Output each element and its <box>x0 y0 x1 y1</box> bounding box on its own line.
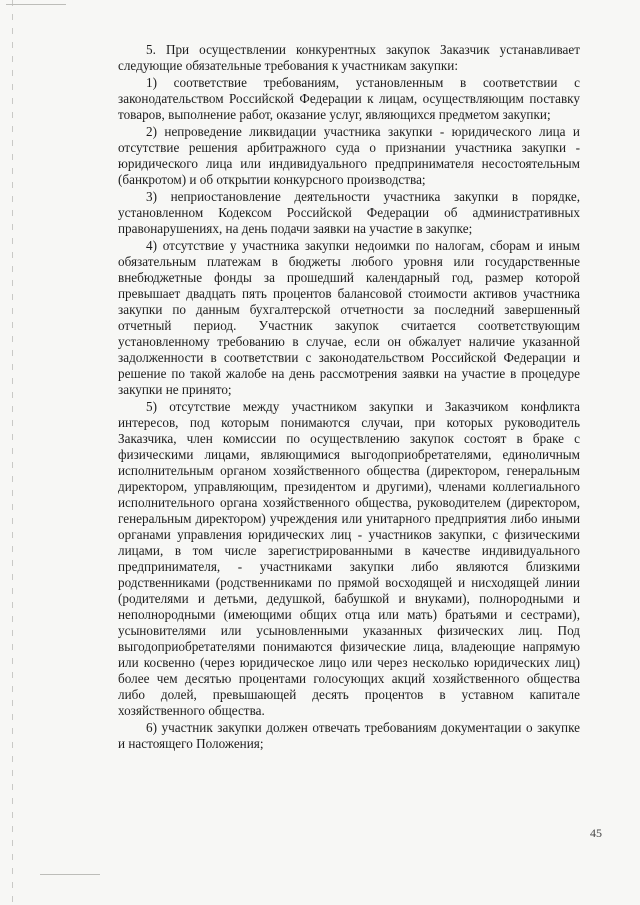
page-number: 45 <box>590 826 602 840</box>
scan-mark-bottom <box>40 874 100 875</box>
paragraph-intro: 5. При осуществлении конкурентных закупок Заказчик устанавливает следующие обязательные требования к участникам закупки: <box>118 42 580 73</box>
scan-edge-artifact <box>12 0 13 905</box>
paragraph-requirement-5: 5) отсутствие между участником закупки и Заказчиком конфликта интересов, под которым понимаются случаи, при которых руководитель Заказчика, член комиссии по осуществлению закупок состоят в браке с физическими лицами, являющимися выгодоприобретателями, единоличным исполнительным органом хозяйственного общества (директором, генеральным директором, управляющим, президентом и другими), членами коллегиального исполнительного органа хозяйственного общества, руководителем (директором, генеральным директором) учреждения или унитарного предприятия либо иными органами управления юридических лиц - участников закупки, с физическими лицами, в том числе зарегистрированными в качестве индивидуального предпринимателя, - участниками закупки либо являются близкими родственниками (родственниками по прямой восходящей и нисходящей линии (родителями и детьми, дедушкой, бабушкой и внуками), полнородными и неполнородными (имеющими общих отца или мать) братьями и сестрами), усыновителями или усыновленными указанных физических лиц. Под выгодоприобретателями понимаются физические лица, владеющие напрямую или косвенно (через юридическое лицо или через несколько юридических лиц) более чем десятью процентами голосующих акций хозяйственного общества либо долей, превышающей десять процентов в уставном капитале хозяйственного общества. <box>118 399 580 718</box>
document-page <box>118 42 580 752</box>
paragraph-requirement-3: 3) неприостановление деятельности участника закупки в порядке, установленном Кодексом Российской Федерации об административных правонарушениях, на день подачи заявки на участие в закупке; <box>118 189 580 236</box>
scan-mark-top <box>6 4 66 5</box>
paragraph-requirement-4: 4) отсутствие у участника закупки недоимки по налогам, сборам и иным обязательным платежам в бюджеты любого уровня или государственные внебюджетные фонды за прошедший календарный год, размер которой превышает двадцать пять процентов балансовой стоимости активов участника закупки по данным бухгалтерской отчетности за последний завершенный отчетный период. Участник закупок считается соответствующим установленному требованию в случае, если он обжалует наличие указанной задолженности в соответствии с законодательством Российской Федерации и решение по такой жалобе на день рассмотрения заявки на участие в процедуре закупки не принято; <box>118 238 580 397</box>
paragraph-requirement-1: 1) соответствие требованиям, установленным в соответствии с законодательством Российской Федерации к лицам, осуществляющим поставку товаров, выполнение работ, оказание услуг, являющихся предметом закупки; <box>118 75 580 122</box>
paragraph-requirement-2: 2) непроведение ликвидации участника закупки - юридического лица и отсутствие решения арбитражного суда о признании участника закупки - юридического лица или индивидуального предпринимателя несостоятельным (банкротом) и об открытии конкурсного производства; <box>118 124 580 187</box>
paragraph-requirement-6: 6) участник закупки должен отвечать требованиям документации о закупке и настоящего Положения; <box>118 720 580 751</box>
